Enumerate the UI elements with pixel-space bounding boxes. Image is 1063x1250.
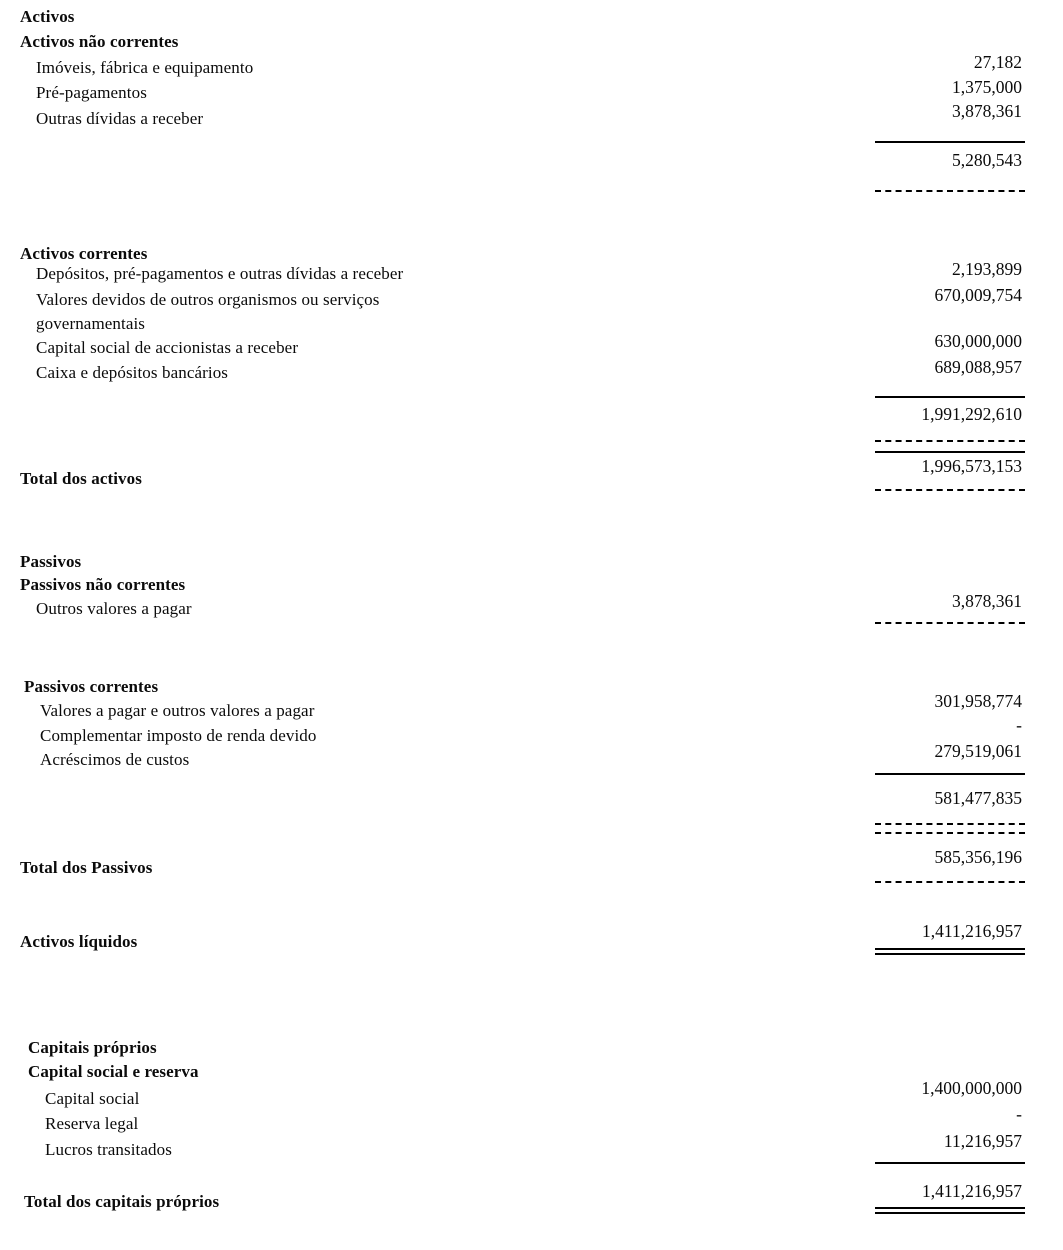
total-label-passivos: Total dos Passivos	[20, 858, 153, 877]
total-value-passivos: 585,356,196	[934, 847, 1022, 867]
total-value-capitais-proprios: 1,411,216,957	[922, 1181, 1022, 1201]
total-rule-solid	[875, 451, 1025, 453]
section-heading-activos: Activos	[20, 7, 75, 26]
line-item-value-capital-social: 1,400,000,000	[921, 1078, 1022, 1098]
section-heading-passivos-correntes: Passivos correntes	[24, 677, 159, 696]
divider-dashed	[875, 832, 1025, 834]
line-item-label-capital-accionistas: Capital social de accionistas a receber	[36, 338, 299, 357]
divider-dashed	[875, 622, 1025, 624]
line-item-label-lucros-transitados: Lucros transitados	[45, 1140, 172, 1159]
divider-dashed	[875, 881, 1025, 883]
line-item-label-outras-dividas: Outras dívidas a receber	[36, 109, 204, 128]
subtotal-rule-solid	[875, 773, 1025, 775]
line-item-value-outras-dividas: 3,878,361	[952, 101, 1022, 121]
line-item-label-pre-pagamentos: Pré-pagamentos	[36, 83, 147, 102]
line-item-value-acrescimos: 279,519,061	[934, 741, 1022, 761]
line-item-value-outros-valores-pagar: 3,878,361	[952, 591, 1022, 611]
subtotal-value-current-assets: 1,991,292,610	[921, 404, 1022, 424]
line-item-label-reserva-legal: Reserva legal	[45, 1114, 139, 1133]
subtotal-rule-solid	[875, 1162, 1025, 1164]
section-heading-passivos-nao-correntes: Passivos não correntes	[20, 575, 186, 594]
line-item-value-depositos: 2,193,899	[952, 259, 1022, 279]
subtotal-value-noncurrent-assets: 5,280,543	[952, 150, 1022, 170]
line-item-label-depositos: Depósitos, pré-pagamentos e outras dívidas a receber	[36, 264, 404, 283]
line-item-label-valores-a-pagar: Valores a pagar e outros valores a pagar	[40, 701, 315, 720]
subtotal-rule-solid	[875, 396, 1025, 398]
section-heading-capital-social-reserva: Capital social e reserva	[28, 1062, 199, 1081]
line-item-value-valores-devidos: 670,009,754	[934, 285, 1022, 305]
line-item-label-caixa: Caixa e depósitos bancários	[36, 363, 229, 382]
section-heading-capitais-proprios: Capitais próprios	[28, 1038, 157, 1057]
line-item-value-pre-pagamentos: 1,375,000	[952, 77, 1022, 97]
line-item-label-capital-social: Capital social	[45, 1089, 140, 1108]
total-label-activos: Total dos activos	[20, 469, 142, 488]
line-item-value-reserva-legal: -	[1016, 1104, 1022, 1124]
line-item-label-acrescimos: Acréscimos de custos	[40, 750, 190, 769]
total-value-activos: 1,996,573,153	[921, 456, 1022, 476]
line-item-value-caixa: 689,088,957	[934, 357, 1022, 377]
subtotal-rule-solid	[875, 141, 1025, 143]
divider-dashed	[875, 190, 1025, 192]
total-label-capitais-proprios: Total dos capitais próprios	[24, 1192, 220, 1211]
section-heading-passivos: Passivos	[20, 552, 82, 571]
divider-dashed	[875, 489, 1025, 491]
line-item-label-valores-devidos: Valores devidos de outros organismos ou serviços governamentais	[36, 290, 380, 333]
section-heading-activos-nao-correntes: Activos não correntes	[20, 32, 179, 51]
double-rule	[875, 1207, 1025, 1214]
double-rule	[875, 948, 1025, 955]
divider-dashed	[875, 823, 1025, 825]
total-label-activos-liquidos: Activos líquidos	[20, 932, 138, 951]
line-item-value-capital-accionistas: 630,000,000	[934, 331, 1022, 351]
line-item-label-imoveis: Imóveis, fábrica e equipamento	[36, 58, 254, 77]
section-heading-activos-correntes: Activos correntes	[20, 244, 148, 263]
total-value-activos-liquidos: 1,411,216,957	[922, 921, 1022, 941]
line-item-value-valores-a-pagar: 301,958,774	[934, 691, 1022, 711]
divider-dashed	[875, 440, 1025, 442]
line-item-value-imoveis: 27,182	[973, 52, 1022, 72]
line-item-label-outros-valores-pagar: Outros valores a pagar	[36, 599, 192, 618]
line-item-value-complementar-imposto: -	[1016, 715, 1022, 735]
subtotal-value-current-liabilities: 581,477,835	[934, 788, 1022, 808]
line-item-label-complementar-imposto: Complementar imposto de renda devido	[40, 726, 317, 745]
line-item-value-lucros-transitados: 11,216,957	[943, 1131, 1022, 1151]
